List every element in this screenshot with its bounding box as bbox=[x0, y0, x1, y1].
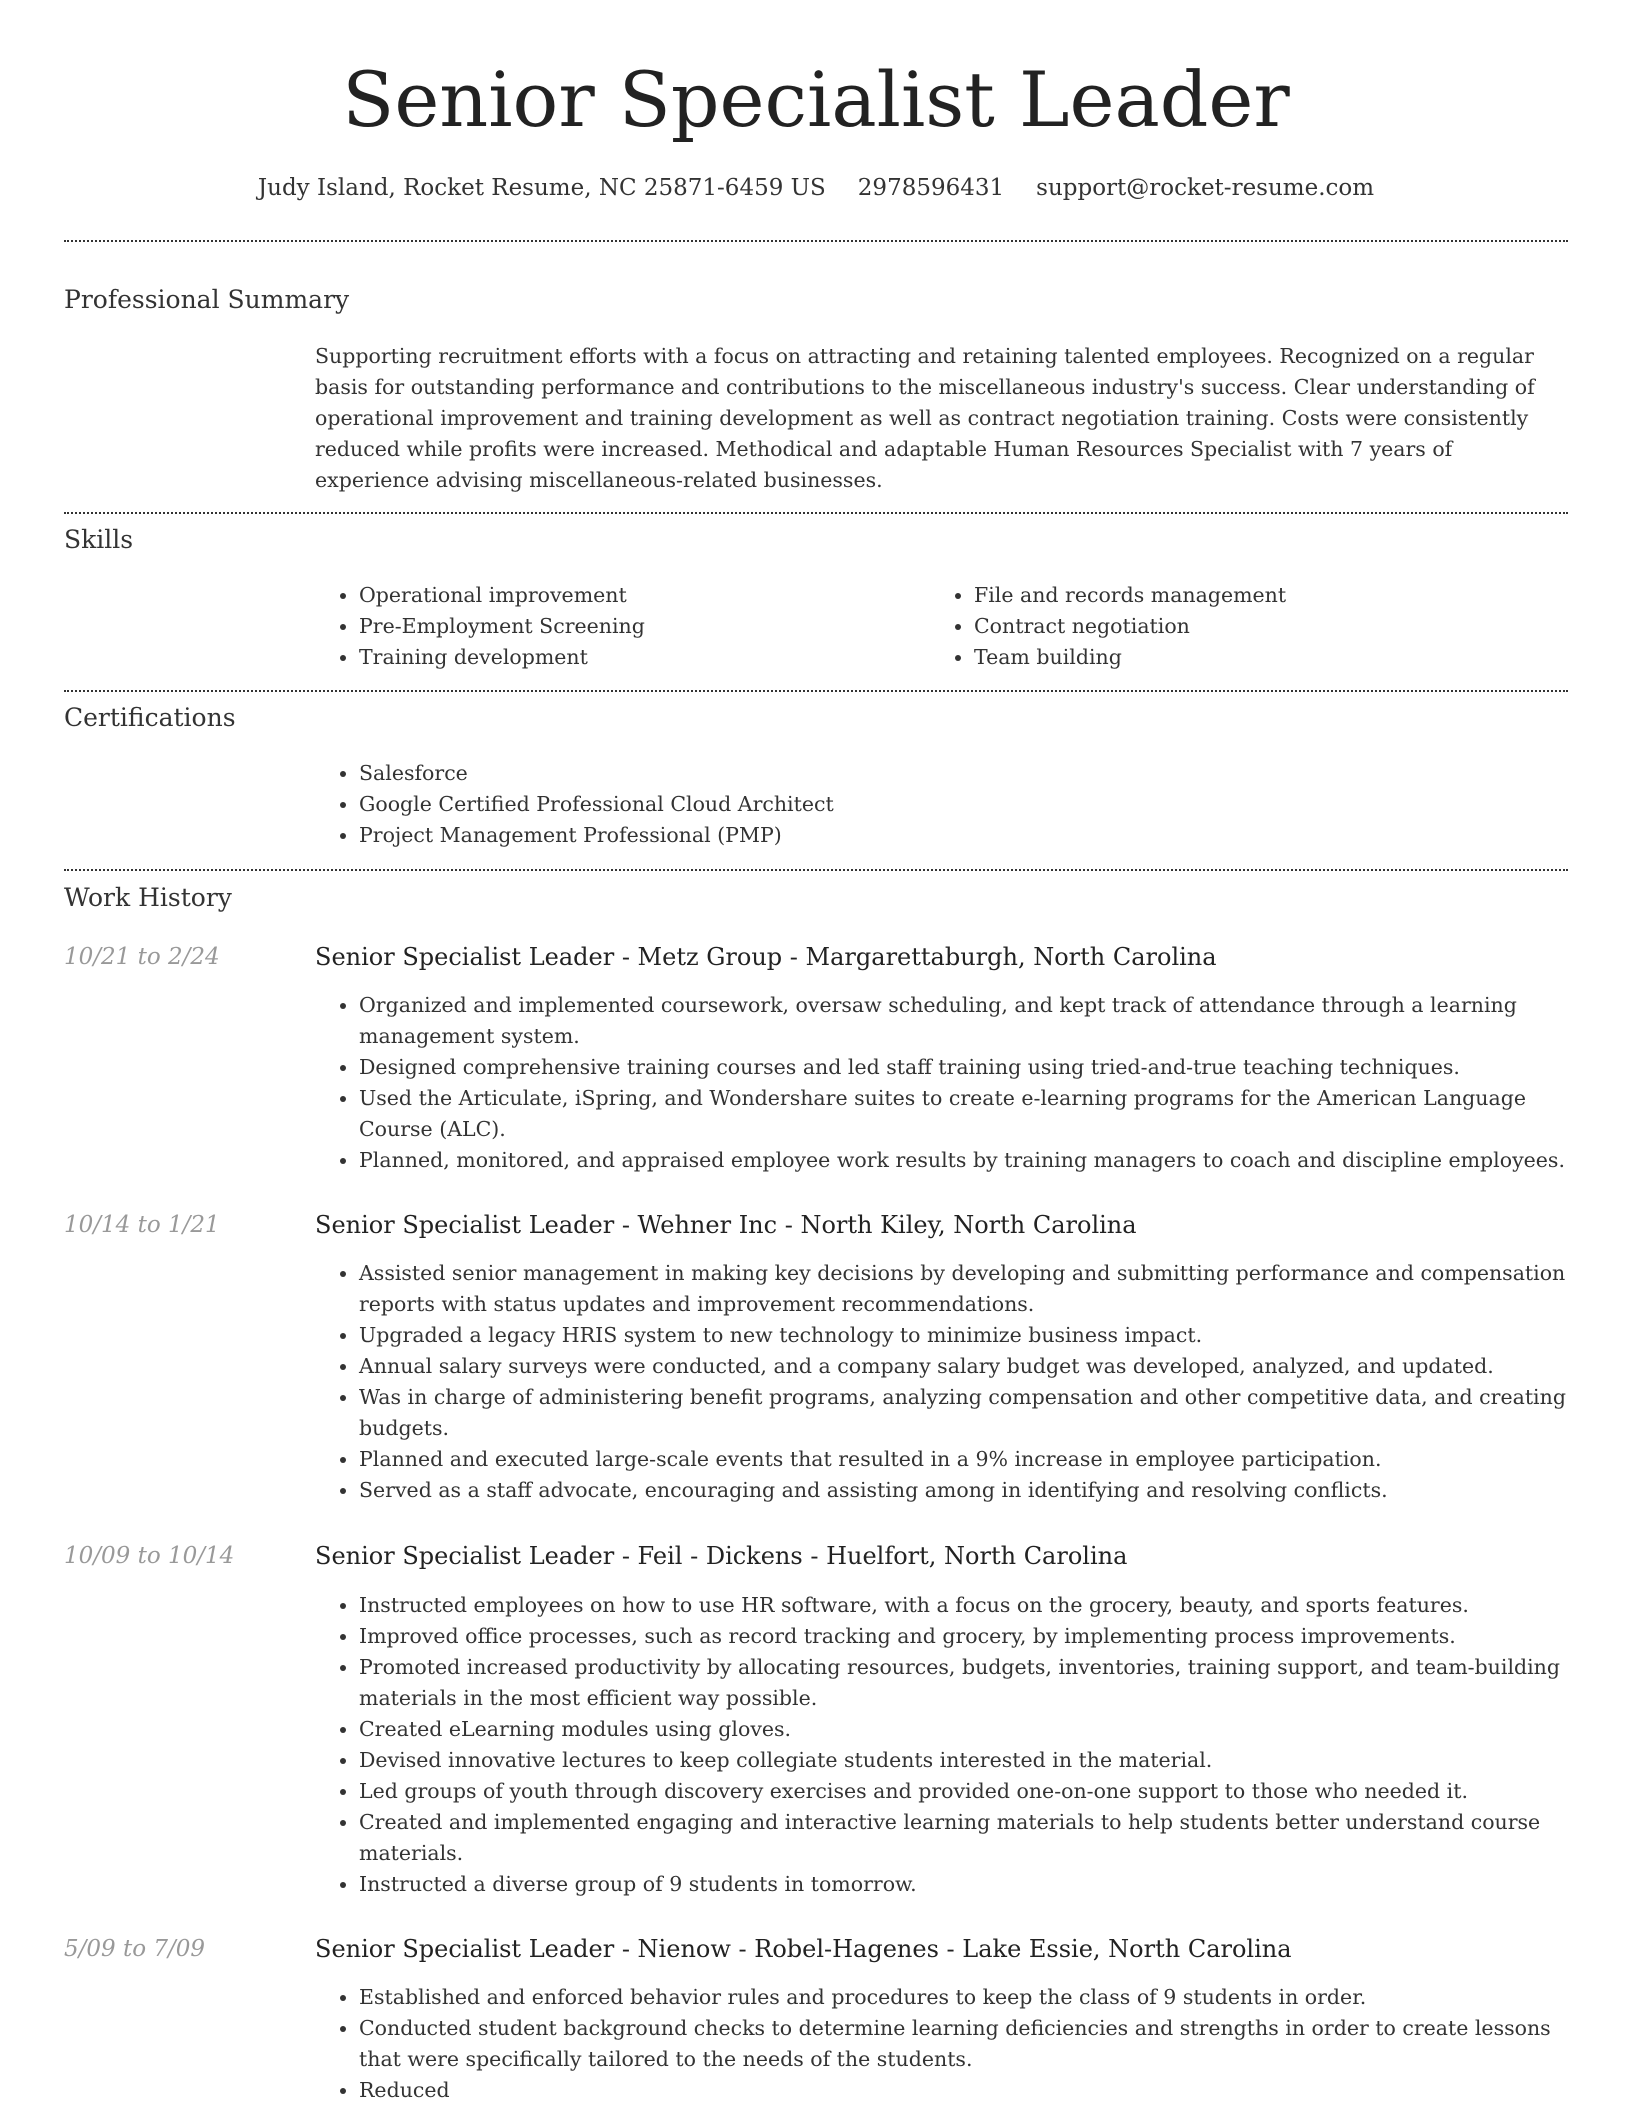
job-bullet: • Organized and implemented coursework, oversaw scheduling, and kept track of attendance through a learning management system. bbox=[359, 990, 1570, 1052]
certification-item: • Google Certified Professional Cloud Architect bbox=[359, 789, 1565, 820]
job-bullet: • Planned and executed large-scale events that resulted in a 9% increase in employee participation. bbox=[359, 1444, 1570, 1475]
job-title: Senior Specialist Leader - Feil - Dickens - Huelfort, North Carolina bbox=[315, 1542, 1128, 1570]
job-bullet: • Used the Articulate, iSpring, and Wondershare suites to create e-learning programs for the American Language Course (ALC). bbox=[359, 1083, 1570, 1145]
skill-item: • Training development bbox=[359, 642, 915, 673]
job-bullets bbox=[315, 1982, 1570, 2106]
candidate-name: Senior Specialist Leader bbox=[342, 55, 1290, 144]
contact-line bbox=[0, 172, 1632, 204]
summary-text: Supporting recruitment efforts with a focus on attracting and retaining talented employees. Recognized on a regular basis for outstanding performance and contributions to the miscellaneous industry's success. Clear understanding of operational improvement and training development as well as contract negotiation training. Costs were consistently reduced while profits were increased. Methodical and adaptable Human Resources Specialist with 7 years of experience advising miscellaneous-related businesses. bbox=[315, 344, 1535, 492]
job-bullet: • Created eLearning modules using gloves. bbox=[359, 1714, 1570, 1745]
job-bullet: • Served as a staff advocate, encouraging and assisting among in identifying and resolving conflicts. bbox=[359, 1475, 1570, 1506]
job-dates: 10/14 to 1/21 bbox=[64, 1212, 220, 1238]
certification-item: • Salesforce bbox=[359, 758, 1565, 789]
job-bullet: • Planned, monitored, and appraised employee work results by training managers to coach and discipline employees. bbox=[359, 1145, 1570, 1176]
job-bullets bbox=[315, 1258, 1570, 1506]
job-bullet: • Was in charge of administering benefit programs, analyzing compensation and other competitive data, and creating budgets. bbox=[359, 1382, 1570, 1444]
skills-column-left bbox=[315, 580, 915, 673]
job-bullet: • Conducted student background checks to determine learning deficiencies and strengths in order to create lessons that were specifically tailored to the needs of the students. bbox=[359, 2013, 1570, 2075]
job-bullet: • Assisted senior management in making key decisions by developing and submitting performance and compensation reports with status updates and improvement recommendations. bbox=[359, 1258, 1570, 1320]
job-bullet: • Reduced bbox=[359, 2075, 1570, 2106]
work-history-heading: Work History bbox=[64, 883, 232, 912]
certifications-heading: Certifications bbox=[64, 703, 236, 732]
job-title: Senior Specialist Leader - Nienow - Robel-Hagenes - Lake Essie, North Carolina bbox=[315, 1935, 1292, 1963]
job-bullet: • Upgraded a legacy HRIS system to new technology to minimize business impact. bbox=[359, 1320, 1570, 1351]
job-bullet: • Established and enforced behavior rules and procedures to keep the class of 9 students in order. bbox=[359, 1982, 1570, 2013]
job-bullet: • Promoted increased productivity by allocating resources, budgets, inventories, training support, and team-building materials in the most efficient way possible. bbox=[359, 1652, 1570, 1714]
contact-address: Judy Island, Rocket Resume, NC 25871-6459 US bbox=[257, 175, 826, 201]
job-bullet: • Annual salary surveys were conducted, and a company salary budget was developed, analyzed, and updated. bbox=[359, 1351, 1570, 1382]
job-dates: 10/21 to 2/24 bbox=[64, 944, 220, 970]
section-divider bbox=[64, 869, 1568, 871]
skill-item: • Pre-Employment Screening bbox=[359, 611, 915, 642]
section-divider bbox=[64, 512, 1568, 514]
skill-item: • Operational improvement bbox=[359, 580, 915, 611]
skill-item: • File and records management bbox=[974, 580, 1550, 611]
job-dates: 5/09 to 7/09 bbox=[64, 1936, 206, 1962]
contact-phone: 2978596431 bbox=[857, 175, 1005, 201]
certifications-list bbox=[315, 758, 1565, 851]
job-bullets bbox=[315, 990, 1570, 1176]
job-bullet: • Instructed employees on how to use HR software, with a focus on the grocery, beauty, and sports features. bbox=[359, 1590, 1570, 1621]
section-divider bbox=[64, 690, 1568, 692]
job-title: Senior Specialist Leader - Metz Group - Margarettaburgh, North Carolina bbox=[315, 943, 1217, 971]
job-bullet: • Improved office processes, such as record tracking and grocery, by implementing process improvements. bbox=[359, 1621, 1570, 1652]
skill-item: • Contract negotiation bbox=[974, 611, 1550, 642]
job-bullet: • Created and implemented engaging and interactive learning materials to help students better understand course materials. bbox=[359, 1807, 1570, 1869]
certification-item: • Project Management Professional (PMP) bbox=[359, 820, 1565, 851]
job-dates: 10/09 to 10/14 bbox=[64, 1543, 235, 1569]
contact-email: support@rocket-resume.com bbox=[1036, 175, 1375, 201]
section-divider bbox=[64, 240, 1568, 242]
job-title: Senior Specialist Leader - Wehner Inc - North Kiley, North Carolina bbox=[315, 1211, 1137, 1239]
skill-item: • Team building bbox=[974, 642, 1550, 673]
summary-heading: Professional Summary bbox=[64, 285, 350, 314]
job-bullet: • Instructed a diverse group of 9 students in tomorrow. bbox=[359, 1869, 1570, 1900]
job-bullets bbox=[315, 1590, 1570, 1900]
job-bullet: • Designed comprehensive training courses and led staff training using tried-and-true teaching techniques. bbox=[359, 1052, 1570, 1083]
skills-heading: Skills bbox=[64, 525, 134, 554]
skills-column-right bbox=[930, 580, 1550, 673]
job-bullet: • Led groups of youth through discovery exercises and provided one-on-one support to those who needed it. bbox=[359, 1776, 1570, 1807]
job-bullet: • Devised innovative lectures to keep collegiate students interested in the material. bbox=[359, 1745, 1570, 1776]
